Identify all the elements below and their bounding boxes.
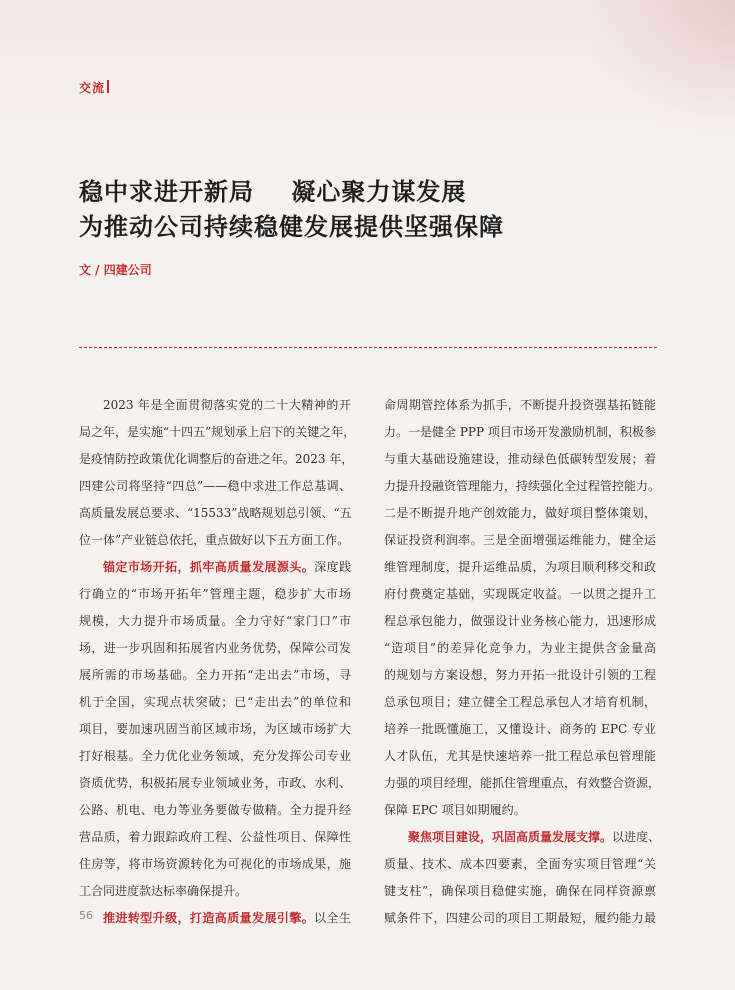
body-text: 人才队伍，尤其是快速培养一批工程总承包管理能 bbox=[384, 749, 656, 763]
body-text: 府付费奠定基础，实现既定收益。一以贯之提升工 bbox=[384, 587, 656, 601]
body-text-line bbox=[384, 419, 656, 446]
page-number: 56 bbox=[79, 909, 93, 922]
body-text-line bbox=[384, 743, 656, 770]
article-title-line-1: 稳中求进开新局 凝心聚力谋发展 bbox=[79, 178, 467, 206]
body-text: 力提升投融资管理能力，持续强化全过程管控能力。 bbox=[384, 479, 661, 493]
body-text-line bbox=[79, 473, 351, 500]
body-text: 维管理制度，提升运维品质，为项目顺利移交和政 bbox=[384, 560, 656, 574]
body-text-line bbox=[384, 527, 656, 554]
body-text-line bbox=[384, 392, 656, 419]
body-text-line bbox=[79, 770, 351, 797]
article-title bbox=[79, 175, 504, 245]
body-text-line bbox=[384, 581, 656, 608]
body-text-line bbox=[384, 770, 661, 797]
body-text-line bbox=[384, 905, 656, 932]
body-text-line bbox=[384, 554, 656, 581]
body-text-line bbox=[384, 662, 656, 689]
body-text-line bbox=[79, 797, 351, 824]
body-text: 质量、技术、成本四要素，全面夯实项目管理“关 bbox=[384, 857, 656, 871]
body-text-line bbox=[384, 500, 656, 527]
body-text-line bbox=[79, 662, 351, 689]
body-text: 机于全国，实现点状突破；已“走出去”的单位和 bbox=[79, 695, 351, 709]
body-text-line bbox=[79, 689, 351, 716]
section-heading: 推进转型升级，打造高质量发展引擎。 bbox=[103, 911, 315, 925]
body-text: 以进度、 bbox=[612, 830, 661, 844]
section-heading: 聚焦项目建设，巩固高质量发展支撑。 bbox=[408, 830, 613, 844]
body-text-line bbox=[384, 851, 656, 878]
body-text: 四建公司将坚持“四总”——稳中求进工作总基调、 bbox=[79, 479, 351, 493]
article-author: 文 / 四建公司 bbox=[79, 263, 152, 277]
body-text-line bbox=[79, 905, 351, 932]
body-text-line bbox=[79, 446, 354, 473]
body-text: 营品质，着力跟踪政府工程、公益性项目、保障性 bbox=[79, 830, 351, 844]
body-text-line bbox=[384, 797, 656, 824]
body-text: 2023 年是全面贯彻落实党的二十大精神的开 bbox=[103, 398, 351, 412]
body-column-right bbox=[384, 392, 661, 932]
body-text-line bbox=[79, 500, 351, 527]
body-text-line bbox=[384, 473, 661, 500]
body-text: 培养一批既懂施工，又懂设计、商务的 EPC 专业 bbox=[384, 722, 656, 736]
body-text: 保证投资利润率。三是全面增强运维能力，健全运 bbox=[384, 533, 656, 547]
body-text-line bbox=[79, 581, 351, 608]
body-text-line bbox=[384, 608, 656, 635]
body-text: 住房等，将市场资源转化为可视化的市场成果，施 bbox=[79, 857, 351, 871]
body-text: 项目，要加速巩固当前区域市场，为区域市场扩大 bbox=[79, 722, 351, 736]
section-heading: 锚定市场开拓，抓牢高质量发展源头。 bbox=[103, 560, 315, 574]
body-text: 力。一是健全 PPP 项目市场开发激励机制，积极参 bbox=[384, 425, 656, 439]
article-title-line-2: 为推动公司持续稳健发展提供坚强保障 bbox=[79, 213, 504, 241]
body-text-line bbox=[384, 689, 656, 716]
body-text: 与重大基础设施建设，推动绿色低碳转型发展；着 bbox=[384, 452, 656, 466]
body-text-line bbox=[384, 446, 656, 473]
body-text: 打好根基。全力优化业务领域，充分发挥公司专业 bbox=[79, 749, 351, 763]
body-text: 是疫情防控政策优化调整后的奋进之年。2023 年， bbox=[79, 452, 354, 466]
body-text: 高质量发展总要求、“15533”战略规划总引领、“五 bbox=[79, 506, 352, 520]
body-text-line bbox=[384, 878, 656, 905]
body-text-line bbox=[79, 743, 351, 770]
section-tag: 交流 bbox=[79, 81, 106, 95]
body-text: 场，进一步巩固和拓展省内业务优势，保障公司发 bbox=[79, 641, 351, 655]
body-text: 展所需的市场基础。全力开拓“走出去”市场，寻 bbox=[79, 668, 351, 682]
body-text: 资质优势，积极拓展专业领域业务，市政、水利、 bbox=[79, 776, 351, 790]
body-text-line bbox=[384, 824, 661, 851]
dashed-divider bbox=[79, 347, 657, 348]
body-text: 键支柱”，确保项目稳健实施，确保在同样资源禀 bbox=[384, 884, 656, 898]
body-text-line bbox=[79, 851, 351, 878]
body-text: 位一体”产业链总依托，重点做好以下五方面工作。 bbox=[79, 533, 350, 547]
body-text: 局之年，是实施“十四五”规划承上启下的关键之年， bbox=[79, 425, 356, 439]
body-text: 总承包项目；建立健全工程总承包人才培育机制， bbox=[384, 695, 656, 709]
body-text-line bbox=[79, 824, 351, 851]
body-text: 的规划与方案设想，努力开拓一批设计引领的工程 bbox=[384, 668, 656, 682]
body-text: 保障 EPC 项目如期履约。 bbox=[384, 803, 526, 817]
body-text: “造项目”的差异化竞争力，为业主提供含金量高 bbox=[384, 641, 656, 655]
body-text: 程总承包能力，做强设计业务核心能力，迅速形成 bbox=[384, 614, 656, 628]
header-decoration bbox=[575, 0, 735, 140]
body-text: 命周期管控体系为抓手，不断提升投资强基拓链能 bbox=[384, 398, 656, 412]
body-text-line bbox=[384, 716, 656, 743]
body-column-left bbox=[79, 392, 356, 932]
body-text-line bbox=[79, 392, 351, 419]
body-text-line bbox=[79, 608, 351, 635]
body-text-line bbox=[79, 419, 356, 446]
body-text: 工合同进度款达标率确保提升。 bbox=[79, 884, 248, 898]
body-text: 赋条件下，四建公司的项目工期最短，履约能力最 bbox=[384, 911, 656, 925]
body-text: 二是不断提升地产创效能力，做好项目整体策划， bbox=[384, 506, 656, 520]
section-tag-bar bbox=[107, 80, 109, 93]
body-text-line bbox=[384, 635, 656, 662]
body-text-line bbox=[79, 878, 351, 905]
body-text-line bbox=[79, 716, 351, 743]
body-text-line bbox=[79, 635, 351, 662]
body-text: 公路、机电、电力等业务要做专做精。全力提升经 bbox=[79, 803, 351, 817]
body-text-line bbox=[79, 527, 351, 554]
body-text-line bbox=[79, 554, 351, 581]
body-text: 规模，大力提升市场质量。全力守好“家门口”市 bbox=[79, 614, 351, 628]
body-text: 深度践 bbox=[314, 560, 351, 574]
body-text: 力强的项目经理，能抓住管理重点，有效整合资源， bbox=[384, 776, 661, 790]
body-text: 行确立的“市场开拓年”管理主题，稳步扩大市场 bbox=[79, 587, 351, 601]
body-text: 以全生 bbox=[314, 911, 351, 925]
